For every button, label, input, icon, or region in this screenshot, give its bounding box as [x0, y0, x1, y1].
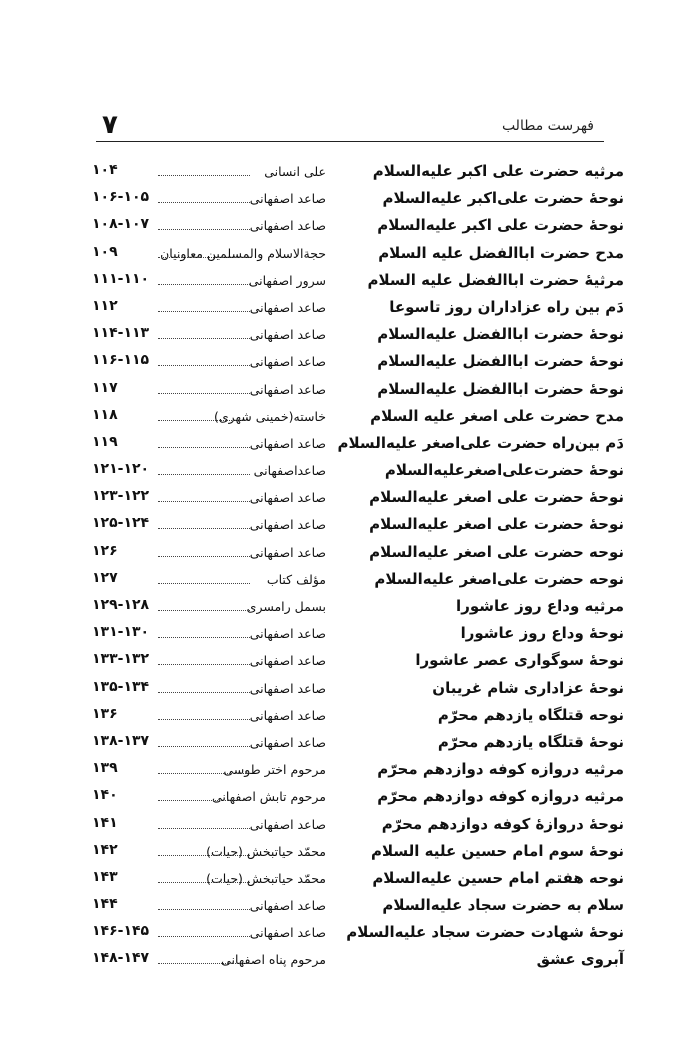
entry-title: دَم بین راه عزاداران روز تاسوعا [389, 297, 624, 316]
entry-title: مدح حضرت علی اصغر علیه السلام [370, 406, 624, 425]
entry-author: صاعد اصفهانی [249, 925, 326, 941]
toc-entry [92, 811, 624, 838]
entry-pages: ۱۳۳-۱۳۲ [92, 651, 150, 668]
dot-leader [158, 338, 250, 339]
entry-pages: ۱۴۶-۱۴۵ [92, 923, 150, 940]
entry-author: سرور اصفهانی [248, 272, 326, 288]
toc-entry [92, 593, 624, 620]
page-number: ۷ [102, 110, 118, 140]
dot-leader [158, 610, 250, 611]
entry-author: صاعد اصفهانی [249, 381, 326, 397]
entry-title: نوحهٔ دروازهٔ کوفه دوازدهم محرّم [381, 814, 624, 833]
dot-leader [158, 393, 250, 394]
entry-title: نوحهٔ حضرت علی‌اکبر علیه‌السلام [382, 189, 624, 208]
entry-pages: ۱۱۴-۱۱۳ [92, 325, 150, 342]
dot-leader [158, 447, 250, 448]
toc-entry [92, 756, 624, 783]
entry-title: دَم بین‌راه حضرت علی‌اصغر علیه‌السلام [337, 433, 624, 452]
header-rule [96, 141, 604, 142]
entry-author: صاعد اصفهانی [249, 816, 326, 832]
dot-leader [158, 773, 250, 774]
entry-author: صاعد اصفهانی [249, 707, 326, 723]
toc-entry [92, 919, 624, 946]
entry-pages: ۱۴۱ [92, 814, 118, 831]
entry-pages: ۱۴۴ [92, 896, 118, 913]
entry-title: مرثیه دروازه کوفه دوازدهم محرّم [377, 760, 624, 779]
toc-entry [92, 403, 624, 430]
dot-leader [158, 692, 250, 693]
entry-author: مرحوم تابش اصفهانی [211, 789, 326, 805]
entry-pages: ۱۱۲ [92, 297, 118, 314]
toc-entry [92, 240, 624, 267]
entry-title: آبروی عشق [536, 950, 624, 969]
entry-title: سلام به حضرت سجاد علیه‌السلام [382, 896, 624, 915]
toc-entry [92, 946, 624, 973]
toc-entry [92, 348, 624, 375]
running-header-title: فهرست مطالب [501, 118, 594, 134]
dot-leader [158, 175, 250, 176]
dot-leader [158, 583, 250, 584]
dot-leader [158, 528, 250, 529]
toc-entry [92, 675, 624, 702]
entry-title: نوحهٔ سوگواری عصر عاشورا [415, 651, 624, 670]
entry-title: نوحه حضرت علی‌اصغر علیه‌السلام [374, 569, 624, 588]
page-header [96, 112, 604, 142]
toc-entry [92, 783, 624, 810]
entry-pages: ۱۱۶-۱۱۵ [92, 352, 150, 369]
entry-pages: ۱۰۴ [92, 162, 118, 178]
toc-entry [92, 620, 624, 647]
dot-leader [158, 474, 250, 475]
entry-pages: ۱۱۹ [92, 433, 118, 450]
entry-author: صاعد اصفهانی [249, 354, 326, 370]
toc-entry [92, 376, 624, 403]
entry-pages: ۱۴۳ [92, 868, 118, 885]
entry-pages: ۱۲۷ [92, 569, 118, 586]
entry-author: مرحوم پناه اصفهانی [221, 952, 326, 968]
entry-title: نوحه قتلگاه یازدهم محرّم [437, 705, 624, 724]
toc-entry [92, 158, 624, 185]
dot-leader [158, 229, 250, 230]
dot-leader [158, 637, 250, 638]
toc-entry [92, 647, 624, 674]
entry-pages: ۱۰۹ [92, 243, 118, 260]
toc-entry [92, 484, 624, 511]
entry-title: نوحهٔ سوم امام حسین علیه السلام [371, 841, 624, 860]
toc-entry [92, 185, 624, 212]
entry-author: صاعد اصفهانی [249, 898, 326, 914]
entry-title: مدح حضرت اباالفضل علیه السلام [378, 243, 624, 262]
dot-leader [158, 828, 250, 829]
entry-title: نوحهٔ حضرت علی اکبر علیه‌السلام [377, 216, 624, 235]
dot-leader [158, 855, 250, 856]
dot-leader [158, 664, 250, 665]
entry-author: بسمل رامسری [246, 599, 326, 614]
dot-leader [158, 746, 250, 747]
dot-leader [158, 284, 250, 285]
entry-title: مرثیه دروازه کوفه دوازدهم محرّم [377, 787, 624, 806]
dot-leader [158, 882, 250, 883]
entry-author: صاعد اصفهانی [249, 626, 326, 642]
entry-pages: ۱۴۸-۱۴۷ [92, 950, 150, 967]
entry-author: خاسته(خمینی شهری) [213, 408, 326, 424]
toc-entry [92, 539, 624, 566]
entry-pages: ۱۲۶ [92, 542, 118, 559]
entry-pages: ۱۲۱-۱۲۰ [92, 461, 150, 478]
toc-entry [92, 892, 624, 919]
dot-leader [158, 311, 250, 312]
entry-pages: ۱۰۶-۱۰۵ [92, 189, 150, 206]
entry-pages: ۱۳۹ [92, 760, 118, 777]
entry-pages: ۱۴۰ [92, 787, 118, 804]
toc-entry [92, 430, 624, 457]
entry-author: صاعد اصفهانی [249, 435, 326, 451]
toc-entry [92, 321, 624, 348]
entry-pages: ۱۳۱-۱۳۰ [92, 624, 150, 641]
entry-pages: ۱۱۸ [92, 406, 118, 423]
toc-entry [92, 566, 624, 593]
entry-pages: ۱۲۵-۱۲۴ [92, 515, 150, 532]
entry-author: صاعد اصفهانی [249, 544, 326, 560]
entry-title: نوحهٔ قتلگاه یازدهم محرّم [437, 732, 624, 751]
entry-title: مرثیه حضرت علی اکبر علیه‌السلام [372, 162, 624, 180]
entry-pages: ۱۳۶ [92, 705, 118, 722]
entry-title: نوحهٔ حضرت‌علی‌اصغرعلیه‌السلام [384, 461, 624, 480]
entry-author: صاعداصفهانی [253, 463, 326, 479]
entry-pages: ۱۳۸-۱۳۷ [92, 732, 150, 749]
entry-author: صاعد اصفهانی [249, 490, 326, 506]
toc-entry [92, 457, 624, 484]
entry-pages: ۱۴۲ [92, 841, 118, 858]
entry-author: مؤلف کتاب [266, 571, 326, 587]
entry-title: نوحهٔ وداع روز عاشورا [460, 624, 624, 643]
entry-title: نوحهٔ حضرت اباالفضل علیه‌السلام [377, 325, 624, 344]
entry-author: صاعد اصفهانی [249, 734, 326, 750]
dot-leader [158, 257, 250, 258]
entry-title: نوحه حضرت علی اصغر علیه‌السلام [369, 542, 624, 561]
toc-entry [92, 702, 624, 729]
entry-title: مرثیهٔ حضرت اباالفضل علیه السلام [367, 270, 624, 289]
entry-pages: ۱۱۱-۱۱۰ [92, 270, 150, 287]
toc-entry [92, 838, 624, 865]
entry-title: مرثیه وداع روز عاشورا [456, 597, 624, 615]
entry-author: صاعد اصفهانی [249, 517, 326, 533]
entry-author: صاعد اصفهانی [249, 680, 326, 696]
entry-author: صاعد اصفهانی [249, 327, 326, 343]
dot-leader [158, 556, 250, 557]
toc-entry [92, 212, 624, 239]
entry-author: محمّد حیاتبخش (حیات) [206, 870, 326, 886]
dot-leader [158, 936, 250, 937]
entry-author: علی انسانی [264, 164, 326, 179]
entry-pages: ۱۱۷ [92, 379, 118, 396]
entry-title: نوحهٔ حضرت اباالفضل علیه‌السلام [377, 379, 624, 398]
entry-title: نوحهٔ حضرت اباالفضل علیه‌السلام [377, 352, 624, 371]
entry-title: نوحهٔ عزاداری شام غریبان [432, 678, 624, 697]
dot-leader [158, 501, 250, 502]
entry-pages: ۱۳۵-۱۳۴ [92, 678, 150, 695]
toc-entry [92, 729, 624, 756]
toc-entry [92, 294, 624, 321]
entry-author: محمّد حیاتبخش (حیات) [206, 843, 326, 859]
entry-pages: ۱۲۹-۱۲۸ [92, 597, 150, 613]
entry-title: نوحهٔ حضرت علی اصغر علیه‌السلام [369, 488, 624, 507]
dot-leader [158, 202, 250, 203]
toc-entry [92, 865, 624, 892]
entry-author: حجةالاسلام والمسلمین معاونیان [160, 245, 326, 261]
entry-author: مرحوم اختر طوسی [223, 762, 326, 778]
table-of-contents [92, 158, 624, 974]
dot-leader [158, 800, 250, 801]
entry-pages: ۱۰۸-۱۰۷ [92, 216, 150, 233]
entry-author: صاعد اصفهانی [249, 299, 326, 315]
entry-title: نوحهٔ شهادت حضرت سجاد علیه‌السلام [346, 923, 624, 942]
dot-leader [158, 719, 250, 720]
entry-title: نوحهٔ حضرت علی اصغر علیه‌السلام [369, 515, 624, 534]
dot-leader [158, 420, 250, 421]
dot-leader [158, 963, 250, 964]
toc-entry [92, 267, 624, 294]
toc-entry [92, 511, 624, 538]
entry-author: صاعد اصفهانی [249, 191, 326, 207]
entry-author: صاعد اصفهانی [249, 218, 326, 234]
entry-title: نوحه هفتم امام حسین علیه‌السلام [372, 868, 624, 887]
entry-author: صاعد اصفهانی [249, 653, 326, 669]
dot-leader [158, 909, 250, 910]
dot-leader [158, 365, 250, 366]
entry-pages: ۱۲۳-۱۲۲ [92, 488, 150, 505]
